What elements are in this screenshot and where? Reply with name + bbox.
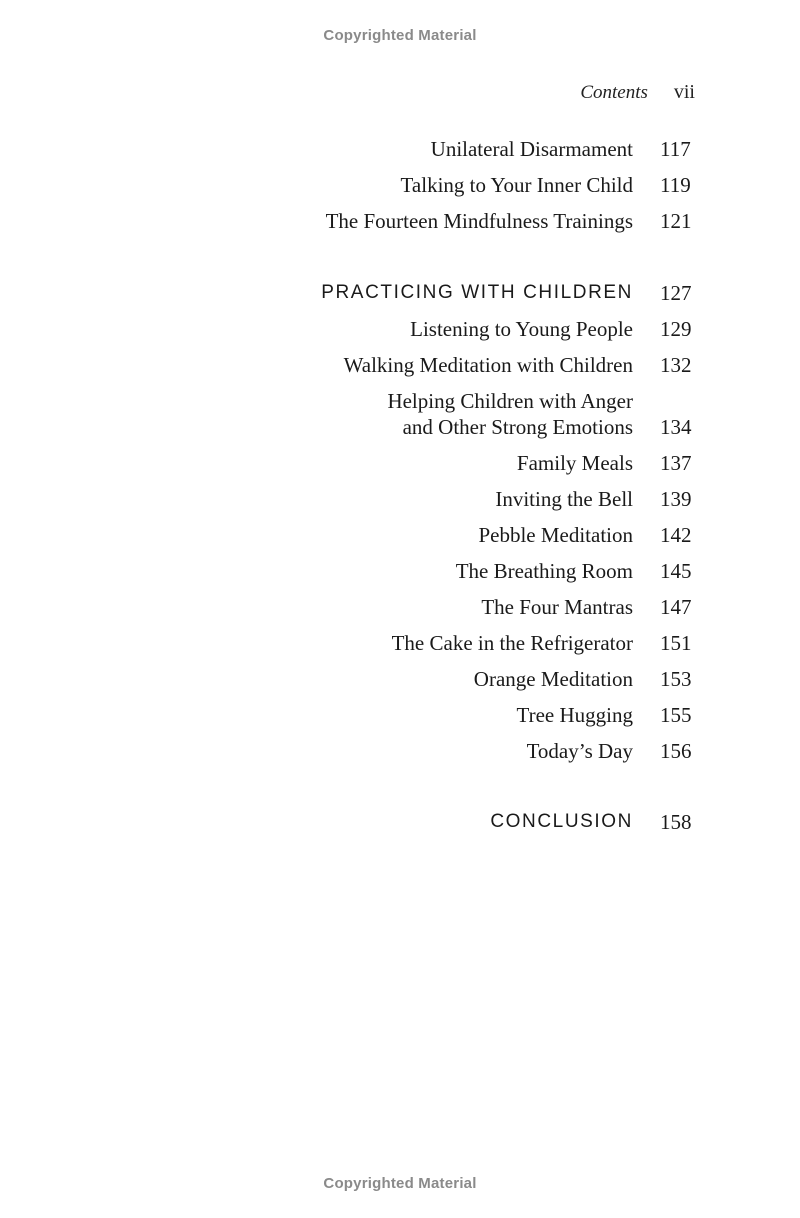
toc-entry-title: Talking to Your Inner Child <box>400 173 633 197</box>
toc-entry-title: Today’s Day <box>526 739 633 763</box>
toc-entry-title: Walking Meditation with Children <box>343 353 633 377</box>
toc-entry-title: Pebble Meditation <box>478 523 633 547</box>
toc-entry-title: The Cake in the Refrigerator <box>391 631 633 655</box>
toc-entry-page: 145 <box>660 559 692 583</box>
toc-section-title: CONCLUSION <box>490 811 633 832</box>
toc-entry <box>0 450 800 476</box>
running-head-page-number: vii <box>673 81 695 103</box>
toc-entry-page: 155 <box>660 703 692 727</box>
toc-entry <box>0 702 800 728</box>
toc-entry-title: The Fourteen Mindfulness Trainings <box>325 209 633 233</box>
toc-entry <box>0 208 800 234</box>
toc-entry <box>0 630 800 656</box>
toc-entry-page: 132 <box>660 353 692 377</box>
toc-entry <box>0 316 800 342</box>
toc-entry-title-line2: and Other Strong Emotions <box>402 415 633 439</box>
toc-entry <box>0 738 800 764</box>
toc-entry-page: 129 <box>660 317 692 341</box>
toc-section-page: 127 <box>660 281 692 305</box>
toc-section-heading <box>0 280 800 306</box>
toc-entry-page: 117 <box>660 137 691 161</box>
toc-section-heading <box>0 809 800 835</box>
toc-entry-title: Inviting the Bell <box>495 487 633 511</box>
copyright-watermark-top: Copyrighted Material <box>323 27 477 44</box>
copyright-watermark-bottom: Copyrighted Material <box>323 1175 477 1192</box>
toc-section-title: PRACTICING WITH CHILDREN <box>321 282 633 303</box>
running-head-section: Contents <box>580 82 648 103</box>
toc-entry-line1 <box>0 388 800 414</box>
toc-entry <box>0 172 800 198</box>
toc-entry <box>0 558 800 584</box>
toc-entry-title: Orange Meditation <box>473 667 633 691</box>
toc-entry-page: 119 <box>660 173 691 197</box>
toc-entry-page: 139 <box>660 487 692 511</box>
toc-entry-page: 142 <box>660 523 692 547</box>
toc-entry-title: The Four Mantras <box>481 595 633 619</box>
toc-entry <box>0 352 800 378</box>
toc-entry-title: The Breathing Room <box>455 559 633 583</box>
toc-entry <box>0 414 800 440</box>
toc-section-page: 158 <box>660 810 692 834</box>
toc-entry-page: 134 <box>660 415 692 439</box>
toc-entry-page: 137 <box>660 451 692 475</box>
toc-entry <box>0 594 800 620</box>
toc-entry-title: Listening to Young People <box>410 317 633 341</box>
toc-entry <box>0 486 800 512</box>
toc-entry-title-line1: Helping Children with Anger <box>387 389 633 413</box>
toc-entry-title: Tree Hugging <box>516 703 633 727</box>
toc-entry <box>0 136 800 162</box>
toc-entry-page: 153 <box>660 667 692 691</box>
toc-entry-page: 151 <box>660 631 692 655</box>
toc-entry <box>0 666 800 692</box>
toc-entry <box>0 522 800 548</box>
toc-entry-page: 121 <box>660 209 692 233</box>
toc-entry-title: Unilateral Disarmament <box>430 137 633 161</box>
toc-entry-title: Family Meals <box>516 451 633 475</box>
toc-entry-page: 156 <box>660 739 692 763</box>
running-head <box>580 81 695 104</box>
toc-entry-page: 147 <box>660 595 692 619</box>
